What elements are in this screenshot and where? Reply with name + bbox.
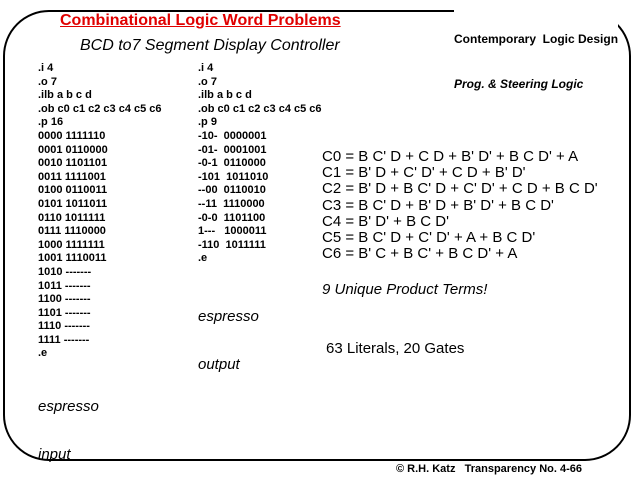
course-header bbox=[454, 2, 618, 107]
caption-line: output bbox=[198, 356, 240, 373]
course-title: Contemporary Logic Design bbox=[454, 32, 619, 46]
output-line: -01- 0001001 bbox=[198, 143, 267, 156]
input-line: 0011 1111001 bbox=[38, 170, 106, 183]
output-line: .o 7 bbox=[198, 75, 217, 88]
espresso-output-caption bbox=[198, 277, 259, 389]
output-line: -10- 0000001 bbox=[198, 129, 267, 142]
espresso-output-listing bbox=[198, 62, 322, 266]
input-line: 1010 ------- bbox=[38, 265, 92, 278]
caption-line: espresso bbox=[38, 398, 99, 415]
input-line: 1110 ------- bbox=[38, 320, 90, 333]
equation-line: C6 = B' C + B C' + B C D' + A bbox=[322, 245, 518, 263]
input-line: 1111 ------- bbox=[38, 333, 90, 346]
slide-subtitle: BCD to7 Segment Display Controller bbox=[80, 37, 340, 54]
output-line: -0-0 1101100 bbox=[198, 211, 266, 224]
output-line: .ob c0 c1 c2 c3 c4 c5 c6 bbox=[198, 102, 322, 115]
literals-gates-note: 63 Literals, 20 Gates bbox=[326, 340, 465, 357]
input-line: 0001 0110000 bbox=[38, 143, 108, 156]
input-line: 1001 1110011 bbox=[38, 252, 107, 265]
input-line: .ilb a b c d bbox=[38, 89, 92, 102]
input-line: 0101 1011011 bbox=[38, 197, 108, 210]
output-line: --11 1110000 bbox=[198, 197, 265, 210]
input-line: 0000 1111110 bbox=[38, 129, 106, 142]
input-line: .i 4 bbox=[38, 62, 54, 74]
equation-line: C5 = B C' D + C' D' + A + B C D' bbox=[322, 228, 536, 246]
output-line: -101 1011010 bbox=[198, 170, 269, 183]
equation-line: C3 = B C' D + B' D + B' D' + B C D' bbox=[322, 196, 554, 214]
equation-line: C1 = B' D + C' D' + C D + B' D' bbox=[322, 164, 526, 182]
input-line: 0100 0110011 bbox=[38, 184, 108, 197]
output-line: .i 4 bbox=[198, 62, 214, 74]
espresso-input-caption bbox=[38, 367, 99, 479]
input-line: 1000 1111111 bbox=[38, 238, 105, 251]
input-line: 1101 ------- bbox=[38, 306, 91, 319]
input-line: .o 7 bbox=[38, 75, 57, 88]
course-topic: Prog. & Steering Logic bbox=[454, 77, 584, 91]
equation-line: C0 = B C' D + C D + B' D' + B C D' + A bbox=[322, 148, 579, 165]
output-line: -0-1 0110000 bbox=[198, 157, 266, 170]
caption-line: espresso bbox=[198, 308, 259, 325]
equation-line: C2 = B' D + B C' D + C' D' + C D + B C D' bbox=[322, 180, 598, 198]
unique-terms-note: 9 Unique Product Terms! bbox=[322, 281, 488, 298]
input-line: 0110 1011111 bbox=[38, 211, 106, 224]
footer-credit: © R.H. Katz Transparency No. 4-66 bbox=[396, 463, 582, 475]
input-line: 1011 ------- bbox=[38, 279, 91, 292]
slide-title: Combinational Logic Word Problems bbox=[60, 12, 341, 29]
output-line: .p 9 bbox=[198, 116, 217, 129]
input-line: 0111 1110000 bbox=[38, 225, 106, 238]
input-line: 1100 ------- bbox=[38, 293, 91, 306]
input-line: .p 16 bbox=[38, 116, 64, 129]
output-line: .ilb a b c d bbox=[198, 89, 252, 102]
output-line: --00 0110010 bbox=[198, 184, 266, 197]
input-line: .e bbox=[38, 347, 48, 360]
equation-line: C4 = B' D' + B C D' bbox=[322, 212, 449, 230]
caption-line: input bbox=[38, 446, 71, 463]
segment-equations bbox=[322, 149, 598, 262]
espresso-input-listing bbox=[38, 62, 162, 361]
input-line: .ob c0 c1 c2 c3 c4 c5 c6 bbox=[38, 102, 162, 115]
output-line: 1--- 1000011 bbox=[198, 225, 267, 238]
input-line: 0010 1101101 bbox=[38, 157, 108, 170]
output-line: .e bbox=[198, 252, 208, 265]
output-line: -110 1011111 bbox=[198, 238, 266, 251]
